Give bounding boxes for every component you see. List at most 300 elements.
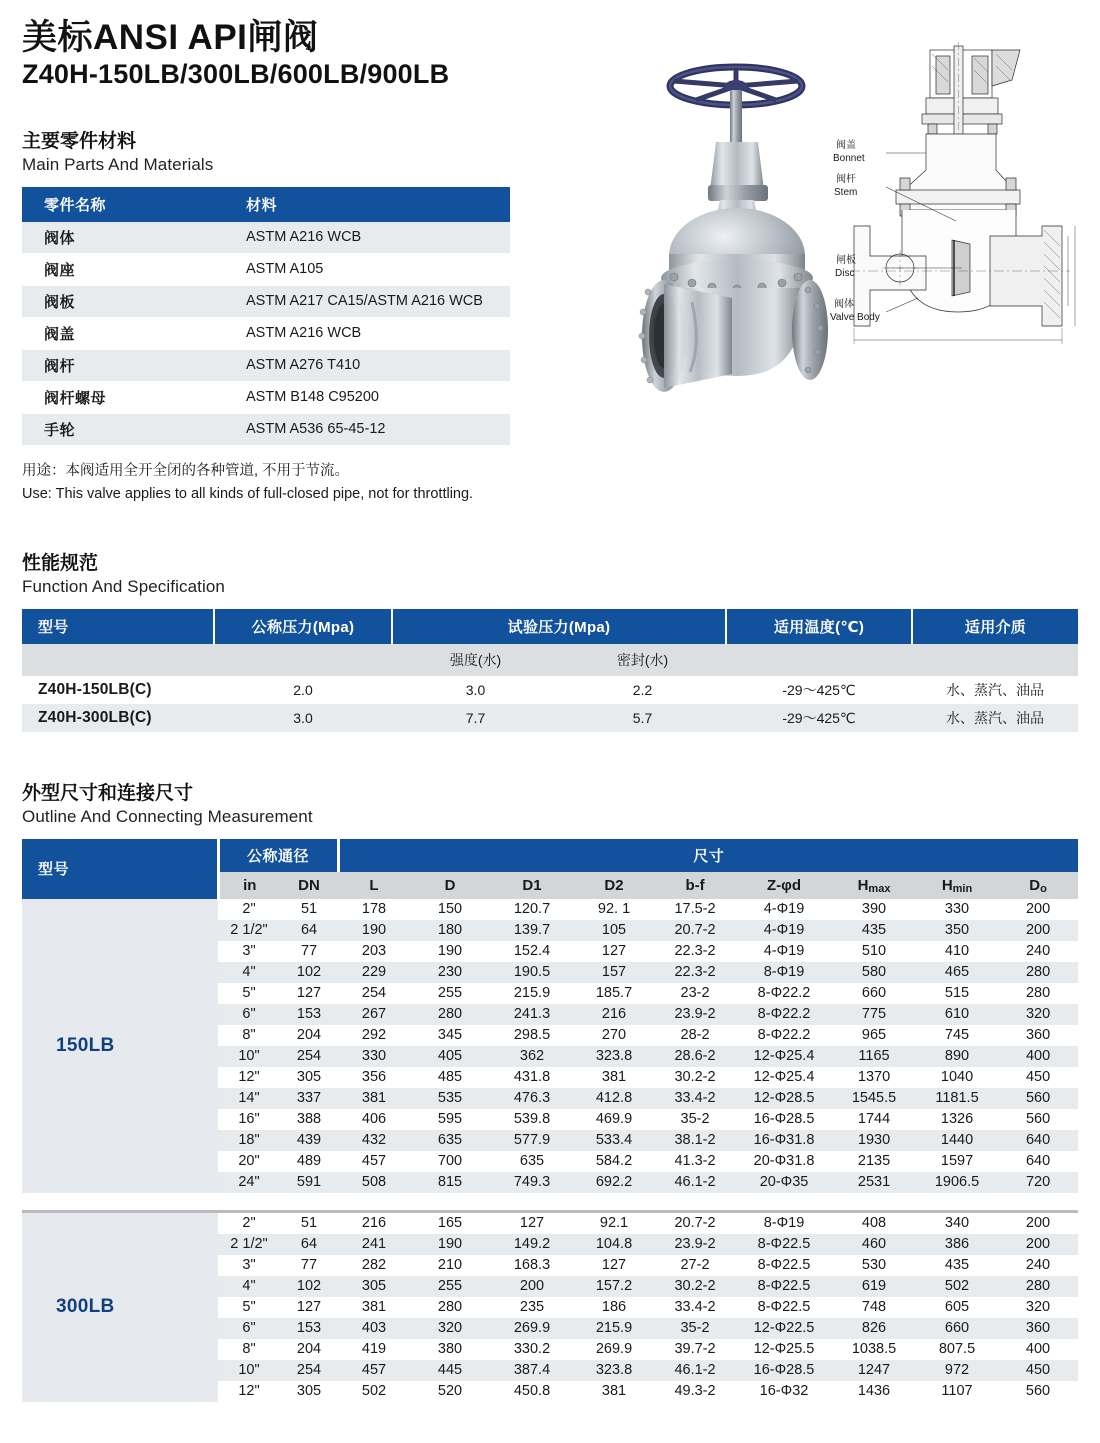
spec-col-medium: 适用介质: [912, 609, 1078, 644]
dim-cell-do: 640: [998, 1130, 1078, 1151]
dim-cell-bf: 28.6-2: [654, 1046, 736, 1067]
dim-cell-in: 2": [218, 899, 280, 920]
spec-col-temperature: 适用温度(℃): [726, 609, 912, 644]
dim-cell-do: 400: [998, 1046, 1078, 1067]
dim-col-model: 型号: [22, 839, 218, 899]
part-material: ASTM A216 WCB: [232, 317, 510, 349]
callout-stem-cn: 阀杆: [836, 174, 856, 185]
dim-cell-hmin: 502: [916, 1276, 998, 1297]
dim-cell-d: 210: [410, 1255, 490, 1276]
dim-cell-bf: 35-2: [654, 1318, 736, 1339]
dim-cell-d2: 269.9: [574, 1339, 654, 1360]
spec-seal: 5.7: [559, 704, 726, 732]
dim-cell-d1: 387.4: [490, 1360, 574, 1381]
dim-cell-bf: 39.7-2: [654, 1339, 736, 1360]
dim-cell-bf: 23-2: [654, 983, 736, 1004]
dim-cell-in: 6": [218, 1318, 280, 1339]
dim-cell-in: 12": [218, 1067, 280, 1088]
dim-cell-l: 216: [338, 1211, 410, 1234]
dim-cell-d: 485: [410, 1067, 490, 1088]
dim-cell-do: 360: [998, 1318, 1078, 1339]
dim-cell-zd: 20-Φ35: [736, 1172, 832, 1193]
dim-cell-l: 502: [338, 1381, 410, 1402]
dim-cell-l: 457: [338, 1151, 410, 1172]
materials-header-row: [22, 187, 510, 222]
dim-cell-bf: 17.5-2: [654, 899, 736, 920]
table-row: [22, 349, 510, 381]
dim-sub-d: D: [410, 872, 490, 899]
dim-cell-d: 815: [410, 1172, 490, 1193]
dim-cell-bf: 33.4-2: [654, 1088, 736, 1109]
dim-cell-l: 178: [338, 899, 410, 920]
dim-cell-d2: 215.9: [574, 1318, 654, 1339]
dim-cell-do: 360: [998, 1025, 1078, 1046]
materials-heading-cn: 主要零件材料: [22, 131, 137, 152]
dimension-table-gap: [22, 1193, 1078, 1210]
dim-cell-l: 267: [338, 1004, 410, 1025]
dim-cell-in: 8": [218, 1339, 280, 1360]
dim-cell-d1: 235: [490, 1297, 574, 1318]
dim-cell-dn: 337: [280, 1088, 338, 1109]
dim-cell-d2: 412.8: [574, 1088, 654, 1109]
dim-cell-hmin: 1326: [916, 1109, 998, 1130]
dim-cell-d1: 120.7: [490, 899, 574, 920]
dim-cell-bf: 20.7-2: [654, 1211, 736, 1234]
table-row: [22, 413, 510, 445]
dim-cell-do: 560: [998, 1109, 1078, 1130]
dim-cell-do: 640: [998, 1151, 1078, 1172]
dim-cell-in: 3": [218, 1255, 280, 1276]
dim-cell-d1: 190.5: [490, 962, 574, 983]
table-row: [22, 381, 510, 413]
part-name: 阀座: [22, 253, 232, 285]
table-row: [22, 1211, 1078, 1234]
spec-model: Z40H-150LB(C): [22, 676, 214, 704]
dim-sub-d2: D2: [574, 872, 654, 899]
part-name: 阀杆: [22, 349, 232, 381]
dim-cell-hmax: 580: [832, 962, 916, 983]
table-row: [22, 704, 1078, 732]
dim-cell-in: 5": [218, 983, 280, 1004]
dim-cell-hmax: 2135: [832, 1151, 916, 1172]
dim-cell-zd: 16-Φ32: [736, 1381, 832, 1402]
dim-cell-dn: 102: [280, 1276, 338, 1297]
dim-sub-l: L: [338, 872, 410, 899]
dim-col-nominal-diameter: 公称通径: [218, 839, 338, 872]
dim-cell-hmax: 460: [832, 1234, 916, 1255]
dim-cell-l: 254: [338, 983, 410, 1004]
dim-cell-d2: 216: [574, 1004, 654, 1025]
dim-cell-d: 165: [410, 1211, 490, 1234]
dim-cell-zd: 16-Φ31.8: [736, 1130, 832, 1151]
dim-cell-l: 292: [338, 1025, 410, 1046]
dim-cell-l: 282: [338, 1255, 410, 1276]
dim-cell-in: 5": [218, 1297, 280, 1318]
dim-cell-d1: 168.3: [490, 1255, 574, 1276]
dim-sub-hmax: $H_{max}$: [832, 872, 916, 899]
spec-strength: 3.0: [392, 676, 559, 704]
dim-cell-hmax: 965: [832, 1025, 916, 1046]
dim-cell-d: 190: [410, 1234, 490, 1255]
table-row: [22, 285, 510, 317]
dim-cell-hmax: 408: [832, 1211, 916, 1234]
dim-cell-hmin: 890: [916, 1046, 998, 1067]
dim-cell-d: 380: [410, 1339, 490, 1360]
spec-col-model: 型号: [22, 609, 214, 644]
dim-cell-hmax: 1165: [832, 1046, 916, 1067]
table-row: [22, 676, 1078, 704]
dimension-group-label: 300LB: [22, 1211, 218, 1402]
dim-cell-dn: 204: [280, 1025, 338, 1046]
use-note-cn: 用途：本阀适用全开全闭的各种管道, 不用于节流。: [22, 463, 350, 479]
dim-cell-dn: 254: [280, 1360, 338, 1381]
dim-cell-bf: 22.3-2: [654, 962, 736, 983]
dim-cell-d1: 635: [490, 1151, 574, 1172]
spec-subcol-seal: 密封(水): [559, 644, 726, 676]
part-name: 阀板: [22, 285, 232, 317]
dim-cell-do: 280: [998, 983, 1078, 1004]
dim-sub-do: $D_o$: [998, 872, 1078, 899]
spec-medium: 水、蒸汽、油品: [912, 676, 1078, 704]
dim-cell-l: 356: [338, 1067, 410, 1088]
dim-cell-d1: 362: [490, 1046, 574, 1067]
specification-table: [22, 609, 1078, 732]
use-note-en: Use: This valve applies to all kinds of full-closed pipe, not for throttling.: [22, 486, 474, 503]
table-row: [22, 899, 1078, 920]
dim-cell-d: 595: [410, 1109, 490, 1130]
dim-cell-zd: 4-Φ19: [736, 899, 832, 920]
dim-cell-l: 305: [338, 1276, 410, 1297]
dim-cell-do: 280: [998, 1276, 1078, 1297]
dim-cell-hmin: 1906.5: [916, 1172, 998, 1193]
materials-col-material: 材料: [232, 187, 510, 222]
dim-cell-bf: 28-2: [654, 1025, 736, 1046]
dim-cell-hmin: 1181.5: [916, 1088, 998, 1109]
dim-cell-do: 200: [998, 1234, 1078, 1255]
part-material: ASTM A276 T410: [232, 349, 510, 381]
dim-cell-dn: 127: [280, 983, 338, 1004]
use-note: [22, 460, 582, 506]
dim-cell-do: 560: [998, 1381, 1078, 1402]
spec-strength: 7.7: [392, 704, 559, 732]
dim-cell-d1: 450.8: [490, 1381, 574, 1402]
dim-cell-d2: 469.9: [574, 1109, 654, 1130]
dim-cell-do: 240: [998, 941, 1078, 962]
dim-cell-bf: 33.4-2: [654, 1297, 736, 1318]
dim-cell-zd: 8-Φ22.5: [736, 1255, 832, 1276]
callout-disc-en: Disc: [835, 268, 855, 279]
dim-cell-l: 419: [338, 1339, 410, 1360]
dim-cell-d2: 381: [574, 1381, 654, 1402]
part-name: 阀杆螺母: [22, 381, 232, 413]
dim-cell-do: 200: [998, 1211, 1078, 1234]
dim-cell-d2: 323.8: [574, 1360, 654, 1381]
part-material: ASTM B148 C95200: [232, 381, 510, 413]
dim-sub-dn: DN: [280, 872, 338, 899]
dim-cell-in: 4": [218, 1276, 280, 1297]
dim-cell-hmax: 748: [832, 1297, 916, 1318]
dim-cell-d1: 749.3: [490, 1172, 574, 1193]
dim-cell-do: 280: [998, 962, 1078, 983]
dimension-table-300lb: [22, 1210, 1078, 1402]
dim-cell-dn: 64: [280, 920, 338, 941]
dim-cell-in: 20": [218, 1151, 280, 1172]
dim-cell-dn: 388: [280, 1109, 338, 1130]
dim-cell-l: 381: [338, 1297, 410, 1318]
dim-cell-in: 2 1/2": [218, 920, 280, 941]
dim-cell-zd: 12-Φ25.4: [736, 1067, 832, 1088]
dim-cell-hmax: 530: [832, 1255, 916, 1276]
part-name: 阀体: [22, 222, 232, 254]
materials-table: [22, 187, 510, 446]
dim-cell-d: 520: [410, 1381, 490, 1402]
dim-cell-d2: 185.7: [574, 983, 654, 1004]
dim-cell-in: 4": [218, 962, 280, 983]
dim-cell-zd: 12-Φ22.5: [736, 1318, 832, 1339]
title-block: [22, 18, 622, 90]
dim-cell-zd: 20-Φ31.8: [736, 1151, 832, 1172]
dim-cell-hmin: 1597: [916, 1151, 998, 1172]
dim-cell-hmin: 340: [916, 1211, 998, 1234]
dim-cell-dn: 64: [280, 1234, 338, 1255]
dim-sub-in: in: [218, 872, 280, 899]
part-material: ASTM A105: [232, 253, 510, 285]
spec-medium: 水、蒸汽、油品: [912, 704, 1078, 732]
dim-cell-l: 457: [338, 1360, 410, 1381]
dim-cell-d2: 104.8: [574, 1234, 654, 1255]
dim-cell-l: 406: [338, 1109, 410, 1130]
dim-cell-d1: 215.9: [490, 983, 574, 1004]
dim-cell-d1: 577.9: [490, 1130, 574, 1151]
dim-cell-d: 320: [410, 1318, 490, 1339]
spec-subcol-strength: 强度(水): [392, 644, 559, 676]
part-name: 阀盖: [22, 317, 232, 349]
part-material: ASTM A216 WCB: [232, 222, 510, 254]
table-row: [22, 317, 510, 349]
spec-seal: 2.2: [559, 676, 726, 704]
dim-cell-bf: 38.1-2: [654, 1130, 736, 1151]
dim-cell-dn: 305: [280, 1067, 338, 1088]
dim-sub-bf: b-f: [654, 872, 736, 899]
dim-cell-d1: 127: [490, 1211, 574, 1234]
dim-cell-bf: 22.3-2: [654, 941, 736, 962]
table-row: [22, 222, 510, 254]
dim-cell-l: 229: [338, 962, 410, 983]
dim-cell-d1: 431.8: [490, 1067, 574, 1088]
dimension-group-header-row: [22, 839, 1078, 872]
dim-cell-d: 190: [410, 941, 490, 962]
dim-cell-bf: 30.2-2: [654, 1067, 736, 1088]
dim-cell-zd: 8-Φ22.5: [736, 1234, 832, 1255]
dim-cell-dn: 439: [280, 1130, 338, 1151]
dim-cell-d2: 127: [574, 941, 654, 962]
dim-cell-d: 180: [410, 920, 490, 941]
dim-cell-d: 280: [410, 1297, 490, 1318]
materials-heading-en: Main Parts And Materials: [22, 154, 214, 174]
dim-cell-do: 200: [998, 899, 1078, 920]
dim-sub-zphid: Z-φd: [736, 872, 832, 899]
dim-cell-zd: 12-Φ25.4: [736, 1046, 832, 1067]
dim-cell-d2: 92. 1: [574, 899, 654, 920]
dim-cell-zd: 12-Φ25.5: [736, 1339, 832, 1360]
dim-cell-do: 450: [998, 1360, 1078, 1381]
dim-cell-hmin: 972: [916, 1360, 998, 1381]
spec-col-nominal-pressure: 公称压力(Mpa): [214, 609, 392, 644]
dim-cell-d1: 149.2: [490, 1234, 574, 1255]
dim-cell-zd: 8-Φ22.2: [736, 1004, 832, 1025]
dim-cell-d2: 186: [574, 1297, 654, 1318]
dim-sub-d1: D1: [490, 872, 574, 899]
dim-cell-hmax: 619: [832, 1276, 916, 1297]
dim-cell-hmin: 1440: [916, 1130, 998, 1151]
dim-cell-d: 345: [410, 1025, 490, 1046]
dim-cell-in: 14": [218, 1088, 280, 1109]
dim-cell-bf: 27-2: [654, 1255, 736, 1276]
dim-cell-do: 720: [998, 1172, 1078, 1193]
dim-cell-dn: 153: [280, 1004, 338, 1025]
dim-cell-do: 320: [998, 1004, 1078, 1025]
dim-cell-in: 12": [218, 1381, 280, 1402]
dim-cell-d1: 298.5: [490, 1025, 574, 1046]
dim-cell-zd: 4-Φ19: [736, 941, 832, 962]
dim-cell-d2: 157: [574, 962, 654, 983]
spec-temperature: -29～425℃: [726, 704, 912, 732]
dim-cell-d1: 200: [490, 1276, 574, 1297]
dim-cell-bf: 49.3-2: [654, 1381, 736, 1402]
dim-cell-l: 203: [338, 941, 410, 962]
model-series-line: Z40H-150LB/300LB/600LB/900LB: [22, 59, 450, 90]
spec-header-row: [22, 609, 1078, 644]
dim-cell-in: 6": [218, 1004, 280, 1025]
spec-nominal-pressure: 3.0: [214, 704, 392, 732]
table-row: [22, 253, 510, 285]
dim-cell-d: 280: [410, 1004, 490, 1025]
spec-model: Z40H-300LB(C): [22, 704, 214, 732]
dim-cell-hmax: 775: [832, 1004, 916, 1025]
dim-cell-hmin: 807.5: [916, 1339, 998, 1360]
dim-cell-hmin: 660: [916, 1318, 998, 1339]
dim-cell-dn: 102: [280, 962, 338, 983]
dim-cell-do: 240: [998, 1255, 1078, 1276]
dim-cell-dn: 51: [280, 1211, 338, 1234]
dim-cell-d1: 330.2: [490, 1339, 574, 1360]
dim-cell-d2: 381: [574, 1067, 654, 1088]
dim-cell-in: 2": [218, 1211, 280, 1234]
dim-cell-d1: 476.3: [490, 1088, 574, 1109]
dim-cell-do: 560: [998, 1088, 1078, 1109]
dim-cell-zd: 16-Φ28.5: [736, 1109, 832, 1130]
dim-cell-l: 403: [338, 1318, 410, 1339]
dim-cell-bf: 20.7-2: [654, 920, 736, 941]
dim-cell-in: 18": [218, 1130, 280, 1151]
dim-cell-zd: 12-Φ28.5: [736, 1088, 832, 1109]
dim-cell-dn: 489: [280, 1151, 338, 1172]
dim-cell-hmin: 330: [916, 899, 998, 920]
dim-cell-zd: 4-Φ19: [736, 920, 832, 941]
materials-section: [22, 130, 530, 446]
specification-section: [22, 552, 1078, 732]
dim-cell-hmax: 1436: [832, 1381, 916, 1402]
spec-heading-cn: 性能规范: [22, 553, 99, 574]
dim-sub-hmin: $H_{min}$: [916, 872, 998, 899]
dim-cell-hmin: 515: [916, 983, 998, 1004]
dimension-group-label: 150LB: [22, 899, 218, 1193]
dimension-section: [22, 782, 1078, 1402]
dim-cell-bf: 23.9-2: [654, 1234, 736, 1255]
dim-cell-d: 150: [410, 899, 490, 920]
dim-cell-zd: 8-Φ22.5: [736, 1276, 832, 1297]
dim-cell-zd: 8-Φ22.5: [736, 1297, 832, 1318]
dim-cell-do: 320: [998, 1297, 1078, 1318]
dim-cell-d: 700: [410, 1151, 490, 1172]
dim-cell-bf: 46.1-2: [654, 1360, 736, 1381]
callout-valvebody-cn: 阀体: [834, 299, 854, 310]
dim-cell-d2: 584.2: [574, 1151, 654, 1172]
dim-cell-hmin: 1040: [916, 1067, 998, 1088]
dim-cell-hmin: 410: [916, 941, 998, 962]
dim-cell-in: 2 1/2": [218, 1234, 280, 1255]
dim-cell-d: 445: [410, 1360, 490, 1381]
dim-cell-d2: 127: [574, 1255, 654, 1276]
page-title: 美标ANSI API闸阀: [22, 18, 319, 57]
dim-cell-dn: 254: [280, 1046, 338, 1067]
dimension-table-150lb: [22, 839, 1078, 1193]
dim-cell-bf: 23.9-2: [654, 1004, 736, 1025]
dimension-heading-cn: 外型尺寸和连接尺寸: [22, 783, 194, 804]
dim-cell-bf: 35-2: [654, 1109, 736, 1130]
part-material: ASTM A536 65-45-12: [232, 413, 510, 445]
dim-cell-do: 200: [998, 920, 1078, 941]
dim-cell-l: 330: [338, 1046, 410, 1067]
dim-cell-d1: 139.7: [490, 920, 574, 941]
dim-cell-hmin: 605: [916, 1297, 998, 1318]
spec-subheader-row: [22, 644, 1078, 676]
dim-cell-l: 381: [338, 1088, 410, 1109]
dim-cell-hmax: 1545.5: [832, 1088, 916, 1109]
dim-cell-dn: 77: [280, 941, 338, 962]
dim-cell-d: 405: [410, 1046, 490, 1067]
dim-cell-d1: 241.3: [490, 1004, 574, 1025]
dim-cell-hmin: 386: [916, 1234, 998, 1255]
dim-cell-in: 10": [218, 1046, 280, 1067]
dim-cell-hmax: 435: [832, 920, 916, 941]
dim-cell-d2: 323.8: [574, 1046, 654, 1067]
dim-cell-d: 230: [410, 962, 490, 983]
dim-cell-d2: 105: [574, 920, 654, 941]
dim-cell-dn: 204: [280, 1339, 338, 1360]
spec-temperature: -29～425℃: [726, 676, 912, 704]
callout-disc-cn: 闸板: [836, 255, 856, 266]
dim-cell-hmin: 350: [916, 920, 998, 941]
dim-cell-d2: 270: [574, 1025, 654, 1046]
dim-cell-d2: 533.4: [574, 1130, 654, 1151]
dim-cell-zd: 8-Φ19: [736, 962, 832, 983]
dim-cell-zd: 8-Φ22.2: [736, 1025, 832, 1046]
spec-heading-en: Function And Specification: [22, 576, 225, 596]
dim-cell-zd: 16-Φ28.5: [736, 1360, 832, 1381]
dim-cell-do: 450: [998, 1067, 1078, 1088]
dim-cell-l: 241: [338, 1234, 410, 1255]
dim-cell-dn: 77: [280, 1255, 338, 1276]
dim-cell-hmax: 1744: [832, 1109, 916, 1130]
dim-cell-d: 255: [410, 983, 490, 1004]
dim-col-dimensions: 尺寸: [338, 839, 1078, 872]
dim-cell-d2: 157.2: [574, 1276, 654, 1297]
dim-cell-dn: 51: [280, 899, 338, 920]
dim-cell-hmax: 826: [832, 1318, 916, 1339]
dim-cell-zd: 8-Φ19: [736, 1211, 832, 1234]
dimension-heading-en: Outline And Connecting Measurement: [22, 806, 313, 826]
